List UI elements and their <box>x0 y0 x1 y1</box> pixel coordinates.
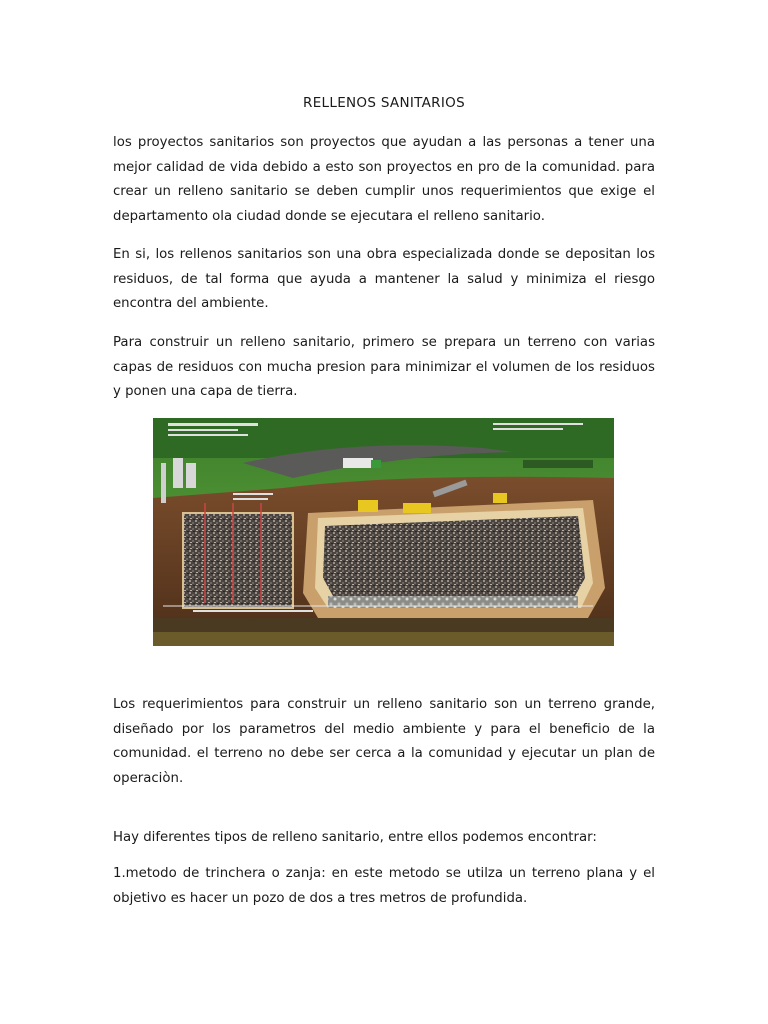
paragraph-types-intro: Hay diferentes tipos de relleno sanitario, entre ellos podemos encontrar: <box>113 830 597 845</box>
document-title: RELLENOS SANITARIOS <box>303 95 465 111</box>
paragraph-definition: En si, los rellenos sanitarios son una obra especializada donde se depositan los residuos, de tal forma que ayuda a mantener la salud y minimiza el riesgo encontra del ambiente. <box>113 247 655 311</box>
paragraph-intro: los proyectos sanitarios son proyectos que ayudan a las personas a tener una mejor calidad de vida debido a esto son proyectos en pro de la comunidad. para crear un relleno sanitario se deben cumplir unos requerimientos que exige el departamento ola ciudad donde se ejecutara el relleno sanitario. <box>113 135 655 224</box>
landfill-cross-section-illustration <box>153 418 614 646</box>
paragraph-requirements: Los requerimientos para construir un relleno sanitario son un terreno grande, diseñado por los parametros del medio ambiente y para el beneficio de la comunidad. el terreno no debe ser cerca a la comunidad y ejecutar un plan de operaciòn. <box>113 697 655 786</box>
paragraph-construction: Para construir un relleno sanitario, primero se prepara un terreno con varias capas de residuos con mucha presion para minimizar el volumen de los residuos y ponen una capa de tierra. <box>113 335 655 399</box>
paragraph-trench-method: 1.metodo de trinchera o zanja: en este metodo se utilza un terreno plana y el objetivo es hacer un pozo de dos a tres metros de profundida. <box>113 866 655 906</box>
